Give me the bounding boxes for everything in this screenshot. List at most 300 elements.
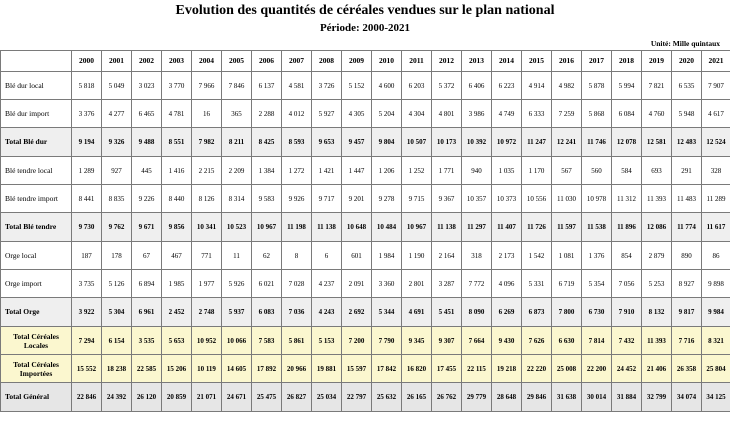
value-cell: 11 247 — [522, 128, 552, 157]
value-cell: 567 — [552, 157, 582, 185]
value-cell: 6 894 — [132, 270, 162, 298]
value-cell: 2 692 — [342, 298, 372, 327]
year-header: 2012 — [432, 51, 462, 72]
value-cell: 17 455 — [432, 355, 462, 383]
value-cell: 9 762 — [102, 213, 132, 242]
value-cell: 4 914 — [522, 72, 552, 100]
value-cell: 1 985 — [162, 270, 192, 298]
value-cell: 8 211 — [222, 128, 252, 157]
value-cell: 4 243 — [312, 298, 342, 327]
year-header: 2009 — [342, 51, 372, 72]
value-cell: 9 715 — [402, 185, 432, 213]
value-cell: 1 421 — [312, 157, 342, 185]
value-cell: 11 483 — [672, 185, 702, 213]
value-cell: 693 — [642, 157, 672, 185]
table-row — [1, 72, 730, 100]
value-cell: 4 801 — [432, 100, 462, 128]
value-cell: 22 846 — [72, 383, 102, 412]
row-label: Blé tendre import — [1, 185, 72, 213]
value-cell: 3 770 — [162, 72, 192, 100]
value-cell: 6 630 — [552, 327, 582, 355]
value-cell: 9 926 — [282, 185, 312, 213]
value-cell: 5 354 — [582, 270, 612, 298]
value-cell: 8 321 — [702, 327, 730, 355]
value-cell: 9 367 — [432, 185, 462, 213]
value-cell: 8 090 — [462, 298, 492, 327]
row-label: Total Blé tendre — [1, 213, 72, 242]
value-cell: 10 952 — [192, 327, 222, 355]
value-cell: 11 538 — [582, 213, 612, 242]
value-cell: 7 664 — [462, 327, 492, 355]
value-cell: 5 868 — [582, 100, 612, 128]
table-row — [1, 270, 730, 298]
value-cell: 31 638 — [552, 383, 582, 412]
value-cell: 11 297 — [462, 213, 492, 242]
year-header: 2011 — [402, 51, 432, 72]
value-cell: 1 384 — [252, 157, 282, 185]
value-cell: 467 — [162, 242, 192, 270]
value-cell: 7 716 — [672, 327, 702, 355]
value-cell: 14 605 — [222, 355, 252, 383]
value-cell: 21 406 — [642, 355, 672, 383]
value-cell: 7 036 — [282, 298, 312, 327]
value-cell: 6 084 — [612, 100, 642, 128]
value-cell: 22 115 — [462, 355, 492, 383]
year-header: 2021 — [702, 51, 730, 72]
year-header: 2016 — [552, 51, 582, 72]
value-cell: 7 907 — [702, 72, 730, 100]
value-cell: 11 289 — [702, 185, 730, 213]
value-cell: 365 — [222, 100, 252, 128]
value-cell: 10 523 — [222, 213, 252, 242]
table-row — [1, 327, 730, 355]
value-cell: 3 922 — [72, 298, 102, 327]
value-cell: 9 488 — [132, 128, 162, 157]
value-cell: 29 846 — [522, 383, 552, 412]
value-cell: 86 — [702, 242, 730, 270]
value-cell: 11 — [222, 242, 252, 270]
value-cell: 1 416 — [162, 157, 192, 185]
year-header: 2006 — [252, 51, 282, 72]
value-cell: 16 — [192, 100, 222, 128]
value-cell: 5 126 — [102, 270, 132, 298]
value-cell: 3 023 — [132, 72, 162, 100]
value-cell: 6 269 — [492, 298, 522, 327]
value-cell: 10 119 — [192, 355, 222, 383]
value-cell: 6 083 — [252, 298, 282, 327]
value-cell: 6 719 — [552, 270, 582, 298]
value-cell: 9 194 — [72, 128, 102, 157]
value-cell: 7 259 — [552, 100, 582, 128]
table-row — [1, 100, 730, 128]
value-cell: 34 125 — [702, 383, 730, 412]
value-cell: 318 — [462, 242, 492, 270]
value-cell: 4 781 — [162, 100, 192, 128]
value-cell: 5 049 — [102, 72, 132, 100]
value-cell: 10 967 — [252, 213, 282, 242]
value-cell: 1 170 — [522, 157, 552, 185]
value-cell: 8 441 — [72, 185, 102, 213]
value-cell: 10 392 — [462, 128, 492, 157]
value-cell: 1 081 — [552, 242, 582, 270]
value-cell: 5 204 — [372, 100, 402, 128]
value-cell: 12 078 — [612, 128, 642, 157]
corner-cell — [1, 51, 72, 72]
year-header: 2003 — [162, 51, 192, 72]
value-cell: 11 617 — [702, 213, 730, 242]
value-cell: 7 846 — [222, 72, 252, 100]
value-cell: 19 881 — [312, 355, 342, 383]
value-cell: 11 407 — [492, 213, 522, 242]
value-cell: 8 593 — [282, 128, 312, 157]
value-cell: 11 896 — [612, 213, 642, 242]
value-cell: 1 771 — [432, 157, 462, 185]
value-cell: 21 071 — [192, 383, 222, 412]
value-cell: 11 198 — [282, 213, 312, 242]
value-cell: 26 827 — [282, 383, 312, 412]
value-cell: 4 760 — [642, 100, 672, 128]
value-cell: 6 203 — [402, 72, 432, 100]
year-header: 2014 — [492, 51, 522, 72]
value-cell: 16 820 — [402, 355, 432, 383]
value-cell: 11 393 — [642, 185, 672, 213]
value-cell: 9 817 — [672, 298, 702, 327]
value-cell: 11 312 — [612, 185, 642, 213]
value-cell: 26 165 — [402, 383, 432, 412]
value-cell: 890 — [672, 242, 702, 270]
value-cell: 7 294 — [72, 327, 102, 355]
value-cell: 8 440 — [162, 185, 192, 213]
value-cell: 10 507 — [402, 128, 432, 157]
value-cell: 7 814 — [582, 327, 612, 355]
value-cell: 2 801 — [402, 270, 432, 298]
year-header: 2019 — [642, 51, 672, 72]
value-cell: 7 626 — [522, 327, 552, 355]
row-label: Blé tendre local — [1, 157, 72, 185]
value-cell: 3 535 — [132, 327, 162, 355]
value-cell: 10 648 — [342, 213, 372, 242]
value-cell: 4 691 — [402, 298, 432, 327]
table-row — [1, 128, 730, 157]
value-cell: 8 927 — [672, 270, 702, 298]
value-cell: 1 542 — [522, 242, 552, 270]
value-cell: 9 457 — [342, 128, 372, 157]
year-header: 2018 — [612, 51, 642, 72]
value-cell: 7 200 — [342, 327, 372, 355]
value-cell: 3 726 — [312, 72, 342, 100]
value-cell: 5 653 — [162, 327, 192, 355]
value-cell: 2 209 — [222, 157, 252, 185]
table-row — [1, 298, 730, 327]
value-cell: 2 748 — [192, 298, 222, 327]
value-cell: 18 238 — [102, 355, 132, 383]
value-cell: 25 475 — [252, 383, 282, 412]
value-cell: 4 096 — [492, 270, 522, 298]
row-label: Total Blé dur — [1, 128, 72, 157]
value-cell: 15 552 — [72, 355, 102, 383]
value-cell: 9 671 — [132, 213, 162, 242]
value-cell: 9 653 — [312, 128, 342, 157]
value-cell: 1 035 — [492, 157, 522, 185]
value-cell: 7 982 — [192, 128, 222, 157]
year-header: 2007 — [282, 51, 312, 72]
value-cell: 6 730 — [582, 298, 612, 327]
value-cell: 5 818 — [72, 72, 102, 100]
value-cell: 67 — [132, 242, 162, 270]
value-cell: 20 966 — [282, 355, 312, 383]
value-cell: 32 799 — [642, 383, 672, 412]
row-label: Total Céréales Locales — [1, 327, 72, 355]
year-header: 2010 — [372, 51, 402, 72]
value-cell: 12 241 — [552, 128, 582, 157]
value-cell: 3 986 — [462, 100, 492, 128]
value-cell: 12 086 — [642, 213, 672, 242]
value-cell: 7 056 — [612, 270, 642, 298]
value-cell: 6 873 — [522, 298, 552, 327]
value-cell: 5 994 — [612, 72, 642, 100]
value-cell: 8 314 — [222, 185, 252, 213]
value-cell: 5 304 — [102, 298, 132, 327]
value-cell: 6 333 — [522, 100, 552, 128]
value-cell: 1 272 — [282, 157, 312, 185]
value-cell: 9 345 — [402, 327, 432, 355]
value-cell: 6 — [312, 242, 342, 270]
value-cell: 6 961 — [132, 298, 162, 327]
value-cell: 4 749 — [492, 100, 522, 128]
value-cell: 24 671 — [222, 383, 252, 412]
value-cell: 3 287 — [432, 270, 462, 298]
value-cell: 1 376 — [582, 242, 612, 270]
table-row — [1, 157, 730, 185]
value-cell: 5 331 — [522, 270, 552, 298]
value-cell: 26 762 — [432, 383, 462, 412]
value-cell: 4 277 — [102, 100, 132, 128]
page-title: Evolution des quantités de céréales vendues sur le plan national — [175, 3, 555, 18]
value-cell: 10 972 — [492, 128, 522, 157]
value-cell: 601 — [342, 242, 372, 270]
value-cell: 10 978 — [582, 185, 612, 213]
value-cell: 11 597 — [552, 213, 582, 242]
value-cell: 30 014 — [582, 383, 612, 412]
value-cell: 10 967 — [402, 213, 432, 242]
value-cell: 2 288 — [252, 100, 282, 128]
value-cell: 5 253 — [642, 270, 672, 298]
unit-note: Unité: Mille quintaux — [650, 39, 720, 48]
row-label: Orge import — [1, 270, 72, 298]
value-cell: 7 910 — [612, 298, 642, 327]
value-cell: 5 153 — [312, 327, 342, 355]
value-cell: 9 804 — [372, 128, 402, 157]
value-cell: 10 173 — [432, 128, 462, 157]
value-cell: 29 779 — [462, 383, 492, 412]
value-cell: 8 — [282, 242, 312, 270]
value-cell: 445 — [132, 157, 162, 185]
row-label: Blé dur local — [1, 72, 72, 100]
value-cell: 1 190 — [402, 242, 432, 270]
value-cell: 3 735 — [72, 270, 102, 298]
value-cell: 178 — [102, 242, 132, 270]
value-cell: 6 223 — [492, 72, 522, 100]
value-cell: 5 927 — [312, 100, 342, 128]
table-row — [1, 383, 730, 412]
value-cell: 12 483 — [672, 128, 702, 157]
value-cell: 11 726 — [522, 213, 552, 242]
value-cell: 10 066 — [222, 327, 252, 355]
year-header: 2015 — [522, 51, 552, 72]
value-cell: 6 465 — [132, 100, 162, 128]
row-label: Total Général — [1, 383, 72, 412]
value-cell: 5 948 — [672, 100, 702, 128]
value-cell: 771 — [192, 242, 222, 270]
value-cell: 927 — [102, 157, 132, 185]
value-cell: 1 977 — [192, 270, 222, 298]
row-label: Total Céréales Importées — [1, 355, 72, 383]
row-label: Orge local — [1, 242, 72, 270]
value-cell: 4 012 — [282, 100, 312, 128]
value-cell: 5 451 — [432, 298, 462, 327]
value-cell: 12 524 — [702, 128, 730, 157]
value-cell: 34 074 — [672, 383, 702, 412]
value-cell: 22 797 — [342, 383, 372, 412]
value-cell: 4 982 — [552, 72, 582, 100]
value-cell: 7 772 — [462, 270, 492, 298]
value-cell: 10 484 — [372, 213, 402, 242]
value-cell: 560 — [582, 157, 612, 185]
value-cell: 26 120 — [132, 383, 162, 412]
value-cell: 22 585 — [132, 355, 162, 383]
value-cell: 8 425 — [252, 128, 282, 157]
value-cell: 9 326 — [102, 128, 132, 157]
year-header: 2000 — [72, 51, 102, 72]
value-cell: 11 393 — [642, 327, 672, 355]
value-cell: 15 597 — [342, 355, 372, 383]
row-label: Total Orge — [1, 298, 72, 327]
value-cell: 62 — [252, 242, 282, 270]
value-cell: 6 021 — [252, 270, 282, 298]
value-cell: 4 237 — [312, 270, 342, 298]
year-header: 2001 — [102, 51, 132, 72]
value-cell: 25 804 — [702, 355, 730, 383]
value-cell: 9 898 — [702, 270, 730, 298]
value-cell: 12 581 — [642, 128, 672, 157]
value-cell: 6 535 — [672, 72, 702, 100]
value-cell: 24 452 — [612, 355, 642, 383]
value-cell: 7 790 — [372, 327, 402, 355]
value-cell: 6 154 — [102, 327, 132, 355]
value-cell: 7 432 — [612, 327, 642, 355]
value-cell: 6 137 — [252, 72, 282, 100]
value-cell: 17 842 — [372, 355, 402, 383]
value-cell: 15 206 — [162, 355, 192, 383]
value-cell: 22 200 — [582, 355, 612, 383]
value-cell: 9 307 — [432, 327, 462, 355]
period-subtitle: Période: 2000-2021 — [319, 22, 411, 34]
value-cell: 25 632 — [372, 383, 402, 412]
row-label: Blé dur import — [1, 100, 72, 128]
value-cell: 291 — [672, 157, 702, 185]
value-cell: 31 884 — [612, 383, 642, 412]
value-cell: 5 344 — [372, 298, 402, 327]
value-cell: 940 — [462, 157, 492, 185]
value-cell: 1 984 — [372, 242, 402, 270]
value-cell: 24 392 — [102, 383, 132, 412]
value-cell: 7 583 — [252, 327, 282, 355]
value-cell: 26 358 — [672, 355, 702, 383]
value-cell: 1 252 — [402, 157, 432, 185]
table-row — [1, 355, 730, 383]
value-cell: 4 617 — [702, 100, 730, 128]
year-header: 2020 — [672, 51, 702, 72]
value-cell: 25 034 — [312, 383, 342, 412]
table-body — [1, 72, 730, 412]
value-cell: 5 937 — [222, 298, 252, 327]
value-cell: 9 856 — [162, 213, 192, 242]
value-cell: 1 447 — [342, 157, 372, 185]
value-cell: 9 717 — [312, 185, 342, 213]
value-cell: 5 861 — [282, 327, 312, 355]
year-header: 2002 — [132, 51, 162, 72]
value-cell: 7 821 — [642, 72, 672, 100]
value-cell: 187 — [72, 242, 102, 270]
value-cell: 7 800 — [552, 298, 582, 327]
value-cell: 2 452 — [162, 298, 192, 327]
value-cell: 1 289 — [72, 157, 102, 185]
year-header: 2004 — [192, 51, 222, 72]
year-header: 2005 — [222, 51, 252, 72]
table-row — [1, 242, 730, 270]
table-row — [1, 213, 730, 242]
value-cell: 3 376 — [72, 100, 102, 128]
table-row — [1, 185, 730, 213]
value-cell: 4 305 — [342, 100, 372, 128]
value-cell: 17 892 — [252, 355, 282, 383]
value-cell: 2 215 — [192, 157, 222, 185]
value-cell: 11 746 — [582, 128, 612, 157]
value-cell: 5 152 — [342, 72, 372, 100]
header-row — [1, 51, 730, 72]
value-cell: 9 430 — [492, 327, 522, 355]
value-cell: 1 206 — [372, 157, 402, 185]
value-cell: 11 138 — [312, 213, 342, 242]
value-cell: 5 372 — [432, 72, 462, 100]
value-cell: 9 201 — [342, 185, 372, 213]
year-header: 2013 — [462, 51, 492, 72]
value-cell: 22 220 — [522, 355, 552, 383]
value-cell: 10 373 — [492, 185, 522, 213]
value-cell: 7 028 — [282, 270, 312, 298]
value-cell: 6 406 — [462, 72, 492, 100]
value-cell: 19 218 — [492, 355, 522, 383]
value-cell: 9 583 — [252, 185, 282, 213]
value-cell: 11 030 — [552, 185, 582, 213]
value-cell: 25 008 — [552, 355, 582, 383]
value-cell: 9 226 — [132, 185, 162, 213]
year-header: 2008 — [312, 51, 342, 72]
value-cell: 4 304 — [402, 100, 432, 128]
value-cell: 9 730 — [72, 213, 102, 242]
value-cell: 8 126 — [192, 185, 222, 213]
value-cell: 584 — [612, 157, 642, 185]
value-cell: 11 138 — [432, 213, 462, 242]
value-cell: 328 — [702, 157, 730, 185]
value-cell: 4 581 — [282, 72, 312, 100]
value-cell: 20 859 — [162, 383, 192, 412]
value-cell: 8 835 — [102, 185, 132, 213]
value-cell: 2 091 — [342, 270, 372, 298]
value-cell: 7 966 — [192, 72, 222, 100]
value-cell: 9 984 — [702, 298, 730, 327]
value-cell: 2 164 — [432, 242, 462, 270]
